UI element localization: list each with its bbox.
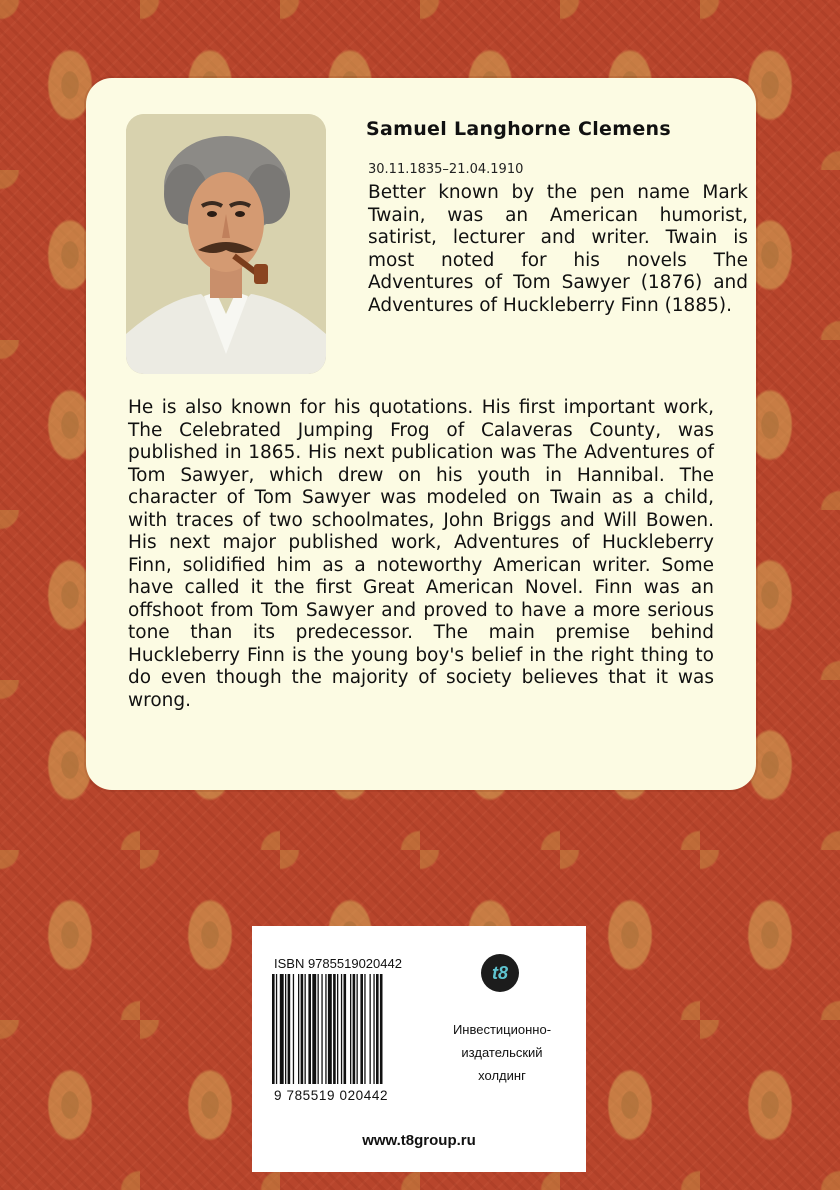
barcode-bar (328, 974, 332, 1084)
publisher-line: издательский (461, 1045, 543, 1060)
isbn-label: ISBN 9785519020442 (274, 956, 402, 971)
barcode-bar (357, 974, 358, 1084)
barcode-bar (280, 974, 284, 1084)
barcode-bar (305, 974, 306, 1084)
barcode-bar (353, 974, 356, 1084)
logo-text: t8 (491, 962, 508, 983)
barcode-bar (325, 974, 326, 1084)
barcode-bar (301, 974, 304, 1084)
publisher-line: Инвестиционно- (452, 1022, 552, 1037)
barcode-bar (341, 974, 342, 1084)
barcode-bar (344, 974, 347, 1084)
barcode-bar (288, 974, 291, 1084)
barcode-bar (272, 974, 275, 1084)
publisher-url[interactable]: www.t8group.ru (362, 1132, 476, 1149)
barcode-bar (373, 974, 374, 1084)
barcode-bar (321, 974, 322, 1084)
author-bio: Better known by the pen name Mark Twain, was an American humorist, satirist, lecturer and writer. Twain is most noted for his novels The Adventures of Tom Sawyer (1876) and Adventures of Huckleberry Finn (1885). (368, 182, 748, 316)
author-portrait (126, 114, 326, 374)
barcode-bar (364, 974, 365, 1084)
author-card (86, 78, 756, 790)
barcode-bar (312, 974, 316, 1084)
barcode-bar (333, 974, 336, 1084)
barcode-box (252, 926, 586, 1172)
author-dates: 30.11.1835–21.04.1910 (368, 162, 524, 177)
barcode-bar (376, 974, 379, 1084)
barcode-bar (350, 974, 351, 1084)
barcode-bar (285, 974, 286, 1084)
barcode-bar (360, 974, 363, 1084)
barcode-bar (337, 974, 338, 1084)
barcode-bar (293, 974, 294, 1084)
portrait-illustration (126, 114, 326, 374)
barcode-bar (380, 974, 383, 1084)
barcode-bar (370, 974, 371, 1084)
barcode-bar (318, 974, 319, 1084)
publisher-line: холдинг (478, 1068, 526, 1083)
body-text: He is also known for his quotations. His first important work, The Celebrated Jumping Frog of Calaveras County, was published in 1865. His next publication was The Adventures of Tom Sawyer, which drew on his youth in Hannibal. The character of Tom Sawyer was modeled on Twain as a child, with traces of two schoolmates, John Briggs and Will Bowen. His next major published work, Adventures of Huckleberry Finn, solidified him as a noteworthy American writer. Some have called it the first Great American Novel. Finn was an offshoot from Tom Sawyer and proved to have a more serious tone than its predecessor. The main premise behind Huckleberry Finn is the young boy's belief in the right thing to do even though the majority of society believes that it was wrong. (128, 397, 714, 711)
barcode-bar (298, 974, 299, 1084)
publisher-name (432, 1018, 572, 1087)
author-name: Samuel Langhorne Clemens (366, 118, 671, 140)
isbn-digits: 9 785519 020442 (274, 1088, 389, 1103)
publisher-logo (481, 954, 519, 992)
barcode (272, 974, 424, 1084)
barcode-bar (308, 974, 311, 1084)
barcode-bar (276, 974, 277, 1084)
